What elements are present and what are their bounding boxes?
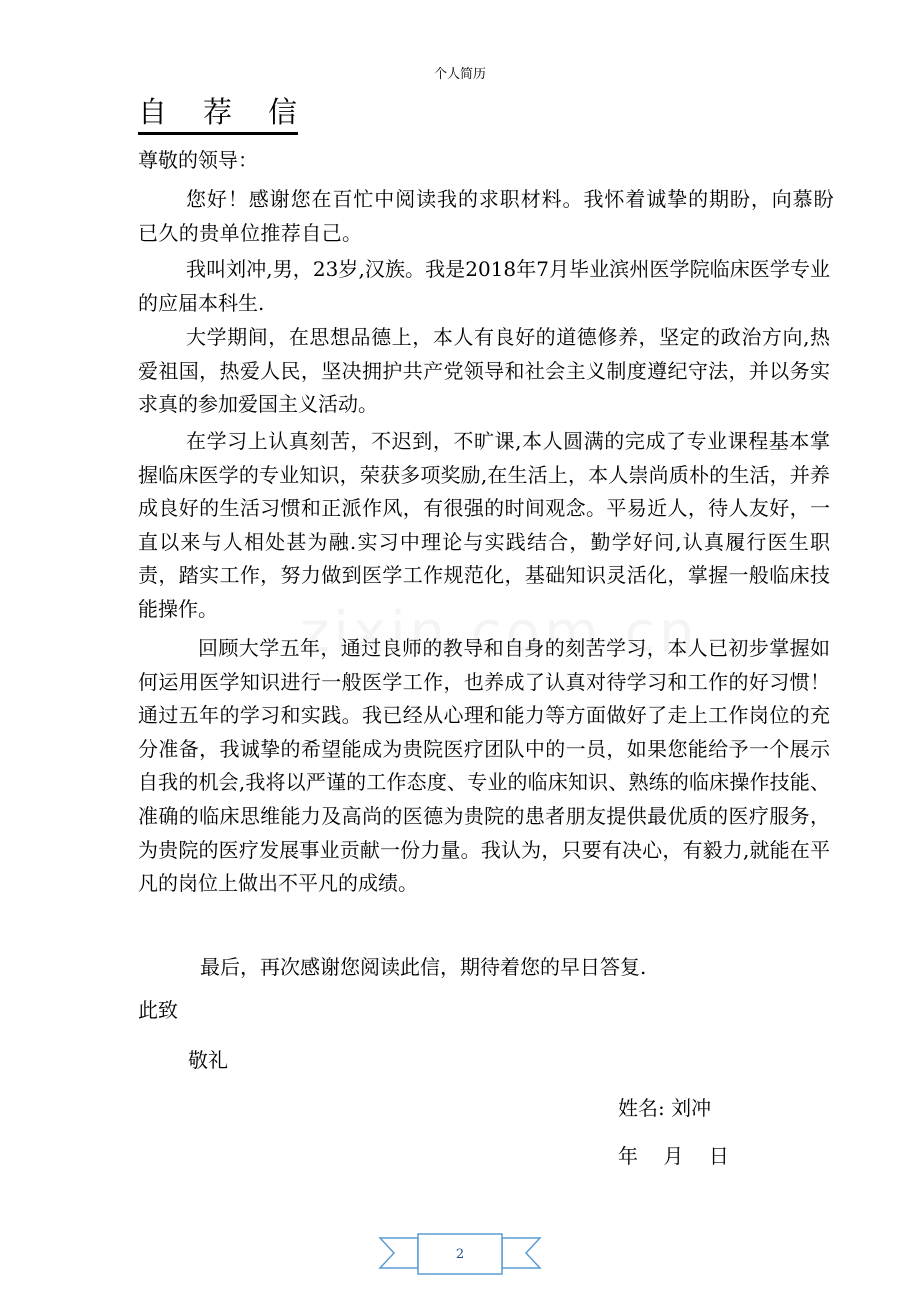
signature-name: 姓名: 刘冲 — [618, 1096, 712, 1120]
salutation: 尊敬的领导： — [138, 148, 258, 172]
paragraph-review: 回顾大学五年，通过良师的教导和自身的刻苦学习，本人已初步掌握如何运用医学知识进行一般医学工作，也养成了认真对待学习和工作的好习惯！通过五年的学习和实践。我已经从心理和能力等方面做好了走上工作岗位的充分准备，我诚挚的希望能成为贵院医疗团队中的一员，如果您能给予一个展示自我的机会,我将以严谨的工作态度、专业的临床知识、熟练的临床操作技能、准确的临床思维能力及高尚的医德为贵院的患者朋友提供最优质的医疗服务，为贵院的医疗发展事业贡献一份力量。我认为，只要有决心，有毅力,就能在平凡的岗位上做出不平凡的成绩。 — [138, 636, 830, 896]
paragraph-ideology: 大学期间，在思想品德上，本人有良好的道德修养，坚定的政治方向,热爱祖国，热爱人民，坚决拥护共产党领导和社会主义制度遵纪守法，并以务实求真的参加爱国主义活动。 — [138, 325, 830, 417]
paragraph-intro: 我叫刘冲,男，23岁,汉族。我是2018年7月毕业滨州医学院临床医学专业的应届本科生. — [138, 257, 830, 315]
signature-date: 年 月 日 — [618, 1144, 729, 1168]
closing-cizhi: 此致 — [138, 998, 178, 1022]
watermark-text — [300, 600, 699, 665]
paragraph-thanks: 最后，再次感谢您阅读此信，期待着您的早日答复. — [200, 955, 647, 979]
page-number: 2 — [455, 1247, 465, 1262]
letter-title — [138, 92, 298, 135]
closing-jingli: 敬礼 — [188, 1048, 228, 1072]
paragraph-study: 在学习上认真刻苦，不迟到，不旷课,本人圆满的完成了专业课程基本掌握临床医学的专业知识，荣获多项奖励,在生活上，本人崇尚质朴的生活，并养成良好的生活习惯和正派作风，有很强的时间观念。平易近人，待人友好，一直以来与人相处甚为融.实习中理论与实践结合，勤学好问,认真履行医生职责，踏实工作，努力做到医学工作规范化，基础知识灵活化，掌握一般临床技能操作。 — [138, 429, 830, 621]
paragraph-greeting: 您好！感谢您在百忙中阅读我的求职材料。我怀着诚挚的期盼，向慕盼已久的贵单位推荐自己。 — [138, 187, 834, 245]
page-header: 个人简历 — [433, 67, 486, 82]
title-char-1: 自 — [138, 95, 168, 129]
title-char-3: 信 — [268, 95, 298, 129]
title-char-2: 荐 — [203, 95, 233, 129]
